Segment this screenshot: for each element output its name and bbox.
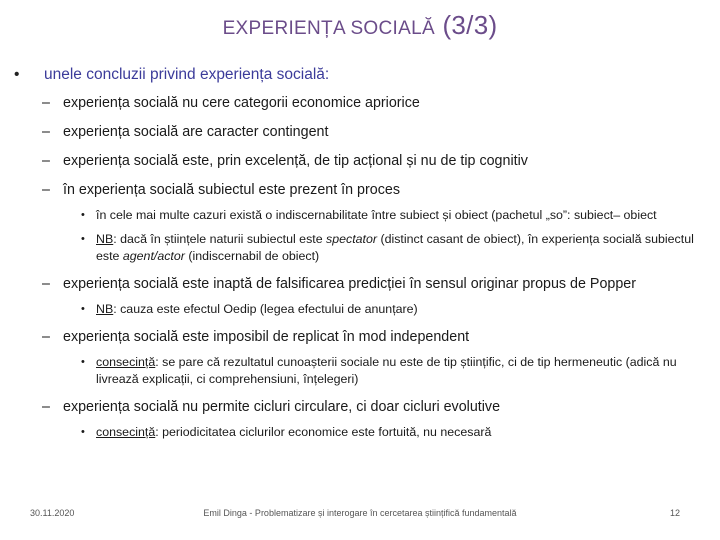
list-item bbox=[42, 327, 700, 347]
list-item bbox=[42, 180, 700, 200]
sub-item-text: în cele mai multe cazuri există o indiscernabilitate între subiect și obiect (pachetul „so”: subiect– obiect bbox=[96, 208, 657, 222]
list-item-text: în experiența socială subiectul este prezent în proces bbox=[63, 182, 400, 198]
bullet-icon: • bbox=[81, 303, 85, 315]
list-item-text: experiența socială nu permite cicluri circulare, ci doar cicluri evolutive bbox=[63, 399, 501, 415]
intro-text: unele concluzii privind experiența socială: bbox=[44, 66, 330, 83]
dash-icon: – bbox=[42, 124, 50, 140]
dash-icon: – bbox=[42, 95, 50, 111]
dash-icon: – bbox=[42, 182, 50, 198]
list-item-text: experiența socială are caracter contingent bbox=[63, 124, 329, 140]
list-item bbox=[42, 274, 700, 294]
sub-item bbox=[81, 354, 694, 388]
page-number: 12 bbox=[669, 508, 680, 518]
list-item bbox=[42, 93, 700, 113]
emphasis-agent: agent/actor bbox=[122, 249, 185, 263]
footer-author: Emil Dinga - Problematizare și interogare în cercetarea științifică fundamentală bbox=[203, 508, 517, 518]
slide-title bbox=[0, 10, 720, 41]
slide-content bbox=[0, 58, 720, 441]
list-item-text: experiența socială nu cere categorii economice apriorice bbox=[63, 95, 420, 111]
sub-item-text: : periodicitatea ciclurilor economice este fortuită, nu necesară bbox=[155, 425, 492, 439]
sub-item-text: : se pare că rezultatul cunoașterii sociale nu este de tip științific, ci de tip hermeneutic (adică nu livrează explicații, ci comprehensiuni, înțelegeri) bbox=[96, 355, 677, 386]
title-text: EXPERIENȚA SOCIALĂ bbox=[222, 18, 435, 39]
bullet-icon: • bbox=[81, 209, 85, 221]
intro-bullet bbox=[14, 66, 700, 84]
dash-icon: – bbox=[42, 399, 50, 415]
bullet-icon: • bbox=[14, 66, 20, 83]
list-item bbox=[42, 122, 700, 142]
sub-item bbox=[81, 301, 694, 318]
list-item bbox=[42, 397, 700, 417]
list-item-text: experiența socială este, prin excelență, de tip acțional și nu de tip cognitiv bbox=[63, 153, 528, 169]
list-item bbox=[42, 151, 700, 171]
sub-item-text: : cauza este efectul Oedip (legea efectului de anunțare) bbox=[113, 302, 418, 316]
bullet-icon: • bbox=[81, 233, 85, 245]
sub-item bbox=[81, 424, 694, 441]
nb-label: NB bbox=[96, 232, 114, 246]
emphasis-spectator: spectator bbox=[326, 232, 378, 246]
list-item-text: experiența socială este inaptă de falsificarea predicției în sensul originar propus de Popper bbox=[63, 276, 637, 292]
dash-icon: – bbox=[42, 329, 50, 345]
dash-icon: – bbox=[42, 153, 50, 169]
sub-item-text: (indiscernabil de obiect) bbox=[184, 249, 320, 263]
title-suffix: (3/3) bbox=[442, 10, 498, 40]
sub-item bbox=[81, 207, 694, 224]
footer-date: 30.11.2020 bbox=[30, 508, 75, 518]
nb-label: NB bbox=[96, 302, 114, 316]
sub-item-text: (distinct casant de obiect), în experiența socială subiectul este bbox=[96, 232, 694, 263]
sub-item-text: : dacă în științele naturii subiectul este bbox=[113, 232, 327, 246]
consequence-label: consecință bbox=[96, 355, 156, 369]
sub-item bbox=[81, 231, 694, 265]
dash-icon: – bbox=[42, 276, 50, 292]
consequence-label: consecință bbox=[96, 425, 156, 439]
bullet-icon: • bbox=[81, 356, 85, 368]
bullet-icon: • bbox=[81, 426, 85, 438]
list-item-text: experiența socială este imposibil de replicat în mod independent bbox=[63, 329, 470, 345]
